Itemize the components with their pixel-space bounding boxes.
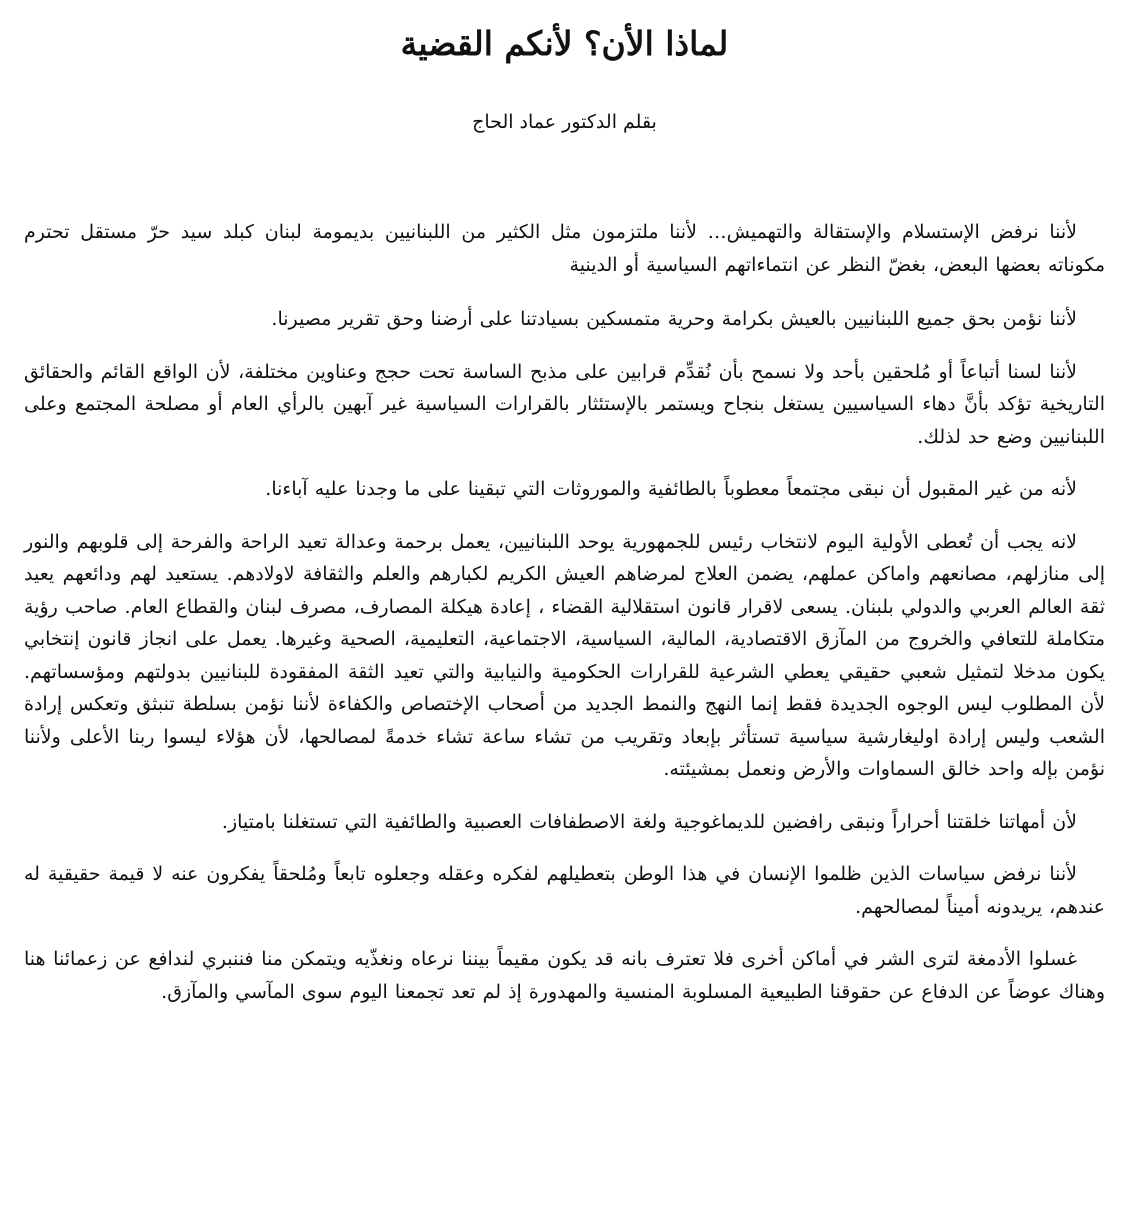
article-body	[24, 216, 1105, 1008]
paragraph: لأننا نرفض سياسات الذين ظلموا الإنسان في هذا الوطن بتعطيلهم لفكره وعقله وجعلوه تابعاً ومُلحقاً يفكرون عنه لا قيمة حقيقية له عندهم، يريدونه أميناً لمصالحهم.	[24, 863, 1105, 918]
paragraph: لأننا لسنا أتباعاً أو مُلحقين بأحد ولا نسمح بأن نُقدِّم قرابين على مذبح الساسة تحت حجج وعناوين مختلفة، لأن الواقع القائم والحقائق التاريخية تؤكد بأنَّ دهاء السياسيين يستغل بنجاح ويستمر بالإستئثار بالقرارات السياسية غير آبهين بالرأي العام أو مصلحة المجتمع وعلى اللبنانيين وضع حد لذلك.	[24, 360, 1105, 448]
paragraph: غسلوا الأدمغة لترى الشر في أماكن أخرى فلا تعترف بانه قد يكون مقيماً بيننا نرعاه ونغذّيه ويتمكن منا فننبري لندافع عن زعمائنا هنا وهناك عوضاً عن الدفاع عن حقوقنا الطبيعية المسلوبة المنسية والمهدورة إذ لم تعد تجمعنا اليوم سوى المآسي والمآزق.	[24, 948, 1105, 1003]
paragraph: لأن أمهاتنا خلقتنا أحراراً ونبقى رافضين للديماغوجية ولغة الاصطفافات العصبية والطائفية التي تستغلنا بامتياز.	[221, 810, 1077, 833]
article-byline: بقلم الدكتور عماد الحاج	[472, 111, 657, 133]
paragraph: لأنه من غير المقبول أن نبقى مجتمعاً معطوباً بالطائفية والموروثات التي تبقينا على ما وجدنا عليه آباءنا.	[265, 478, 1077, 500]
paragraph: لانه يجب أن تُعطى الأولية اليوم لانتخاب رئيس للجمهورية يوحد اللبنانيين، يعمل برحمة وعدالة تعيد الراحة والفرحة إلى قلوبهم والنور إلى منازلهم، مصانعهم واماكن عملهم، يضمن العلاج لمرضاهم العيش الكريم لكبارهم والعلم والثقافة لاولادهم. يستعيد لهم ودائعهم يعيد ثقة العالم العربي والدولي بلبنان. يسعى لاقرار قانون استقلالية القضاء ، إعادة هيكلة المصارف، مصرف لبنان والقطاع العام. صاحب رؤية متكاملة للتعافي والخروج من المآزق الاقتصادية، المالية، السياسية، الاجتماعية، التعليمية، الصحية وغيرها. يعمل على انجاز قانون إنتخابي يكون مدخلا لتمثيل شعبي حقيقي يعطي الشرعية للقرارات الحكومية والنيابية والتي تعيد الثقة المفقودة للبنانيين بدولتهم ومؤسساتهم. لأن المطلوب ليس الوجوه الجديدة فقط إنما النهج والنمط الجديد من أصحاب الإختصاص والكفاءة لأننا نؤمن بسلطة تنبثق وتعكس إرادة الشعب وليس إرادة اوليغارشية سياسية تستأثر بإبعاد وتقريب من تشاء ساعة تشاء خدمةً لمصالحها، لأن هؤلاء ليسوا ربنا الأعلى ولأننا نؤمن بإله واحد خالق السماوات والأرض ونعمل بمشيئته.	[24, 530, 1105, 780]
paragraph: لأننا نؤمن بحق جميع اللبنانيين بالعيش بكرامة وحرية متمسكين بسيادتنا على أرضنا وحق تقرير مصيرنا.	[271, 308, 1077, 330]
article-title: لماذا الأن؟ لأنكم القضية	[400, 24, 729, 63]
paragraph: لأننا نرفض الإستسلام والإستقالة والتهميش… لأننا ملتزمون مثل الكثير من اللبنانيين بديمومة لبنان كبلد سيد حرّ مستقل تحترم مكوناته بعضها البعض، بغضّ النظر عن انتماءاتهم السياسية أو الدينية	[24, 221, 1105, 276]
